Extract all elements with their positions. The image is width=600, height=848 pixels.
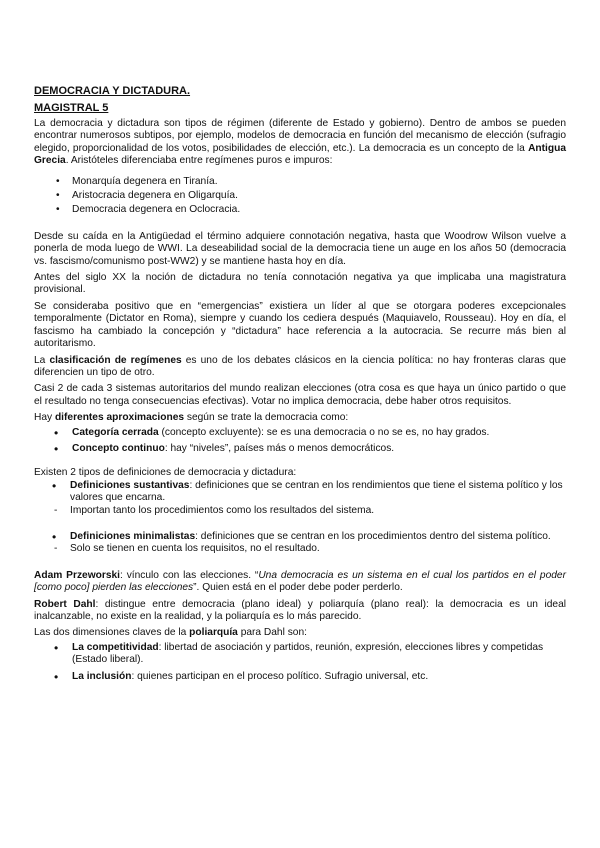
dimensiones-list (34, 642, 566, 683)
casi-paragraph: Casi 2 de cada 3 sistemas autoritarios del mundo realizan elecciones (otra cosa es que haya un único partido o que el resultado no tenga consecuencias efectivas). Votar no implica democracia, debe haber otros requisitos. (34, 383, 566, 407)
list-item: • La inclusión: quienes participan en el proceso político. Sufragio universal, etc. (34, 671, 566, 683)
emergencias-paragraph: Se consideraba positivo que en “emergencias” existiera un líder al que se otorgara poderes excepcionales temporalmente (Dictator en Roma), siempre y cuando los cediera después (Maquiavelo, Rousseau). Hoy en día, el fascismo ha cambiado la concepción y “dictadura” hace referencia a la autocracia. Se recurre más bien al autoritarismo. (34, 300, 566, 350)
dimensiones-paragraph: Las dos dimensiones claves de la poliarquía para Dahl son: (34, 627, 307, 639)
regimes-list (34, 176, 566, 217)
aproximaciones-paragraph: Hay diferentes aproximaciones según se trate la democracia como: (34, 412, 349, 424)
list-item: - Solo se tienen en cuenta los requisitos, no el resultado. (34, 543, 566, 555)
list-item: • Definiciones sustantivas: definiciones que se centran en los rendimientos que tiene el sistema político y los valores que encarna. (34, 480, 566, 505)
list-item: - Importan tanto los procedimientos como los resultados del sistema. (34, 505, 566, 517)
aproximaciones-list (34, 427, 566, 456)
minimalistas-group (34, 531, 566, 556)
list-item: • Monarquía degenera en Tiranía. (34, 176, 566, 188)
list-item: • Concepto continuo: hay “niveles”, países más o menos democráticos. (34, 443, 566, 455)
section-subtitle: MAGISTRAL 5 (34, 102, 109, 114)
existen-paragraph: Existen 2 tipos de definiciones de democracia y dictadura: (34, 467, 297, 479)
document-title: DEMOCRACIA Y DICTADURA. (34, 85, 191, 97)
history-paragraph: Desde su caída en la Antigüedad el término adquiere connotación negativa, hasta que Woodrow Wilson vuelve a ponerla de moda luego de WWI. La deseabilidad social de la democracia tiene un auge en los años 50 (democracia vs. fascismo/comunismo post-WW2) y se mantiene hasta hoy en día. (34, 230, 566, 267)
intro-paragraph: La democracia y dictadura son tipos de régimen (diferente de Estado y gobierno). Dentro de ambos se pueden encontrar numerosos subtipos, por ejemplo, modelos de democracia en función del mecanismo de elección (sufragio elegido, proporcionalidad de los votos, posibilidades de elección, etc.). La democracia es un concepto de la Antigua Grecia. Aristóteles diferenciaba entre regímenes puros e impuros: (34, 118, 566, 167)
list-item: • La competitividad: libertad de asociación y partidos, reunión, expresión, elecciones libres y competidas (Estado liberal). (34, 642, 566, 667)
dictadura-paragraph: Antes del siglo XX la noción de dictadura no tenía connotación negativa ya que implicaba una magistratura provisional. (34, 272, 566, 296)
clasificacion-paragraph: La clasificación de regímenes es uno de los debates clásicos en la ciencia política: no hay fronteras claras que diferencien un tipo de otro. (34, 354, 566, 378)
przeworski-paragraph: Adam Przeworski: vínculo con las elecciones. “Una democracia es un sistema en el cual los partidos en el poder [como poco] pierden las elecciones”. Quien está en el poder debe poder perderlo. (34, 569, 566, 594)
list-item: • Aristocracia degenera en Oligarquía. (34, 190, 566, 202)
document-page (34, 85, 566, 695)
list-item: • Definiciones minimalistas: definiciones que se centran en los procedimientos dentro del sistema político. (34, 531, 566, 543)
list-item: • Categoría cerrada (concepto excluyente): se es una democracia o no se es, no hay grados. (34, 427, 566, 439)
sustantivas-group (34, 480, 566, 517)
list-item: • Democracia degenera en Oclocracia. (34, 204, 566, 216)
dahl-paragraph: Robert Dahl: distingue entre democracia (plano ideal) y poliarquía (plano real): la democracia es un ideal inalcanzable, no existe en la realidad, y la poliarquía es lo más parecido. (34, 598, 567, 622)
